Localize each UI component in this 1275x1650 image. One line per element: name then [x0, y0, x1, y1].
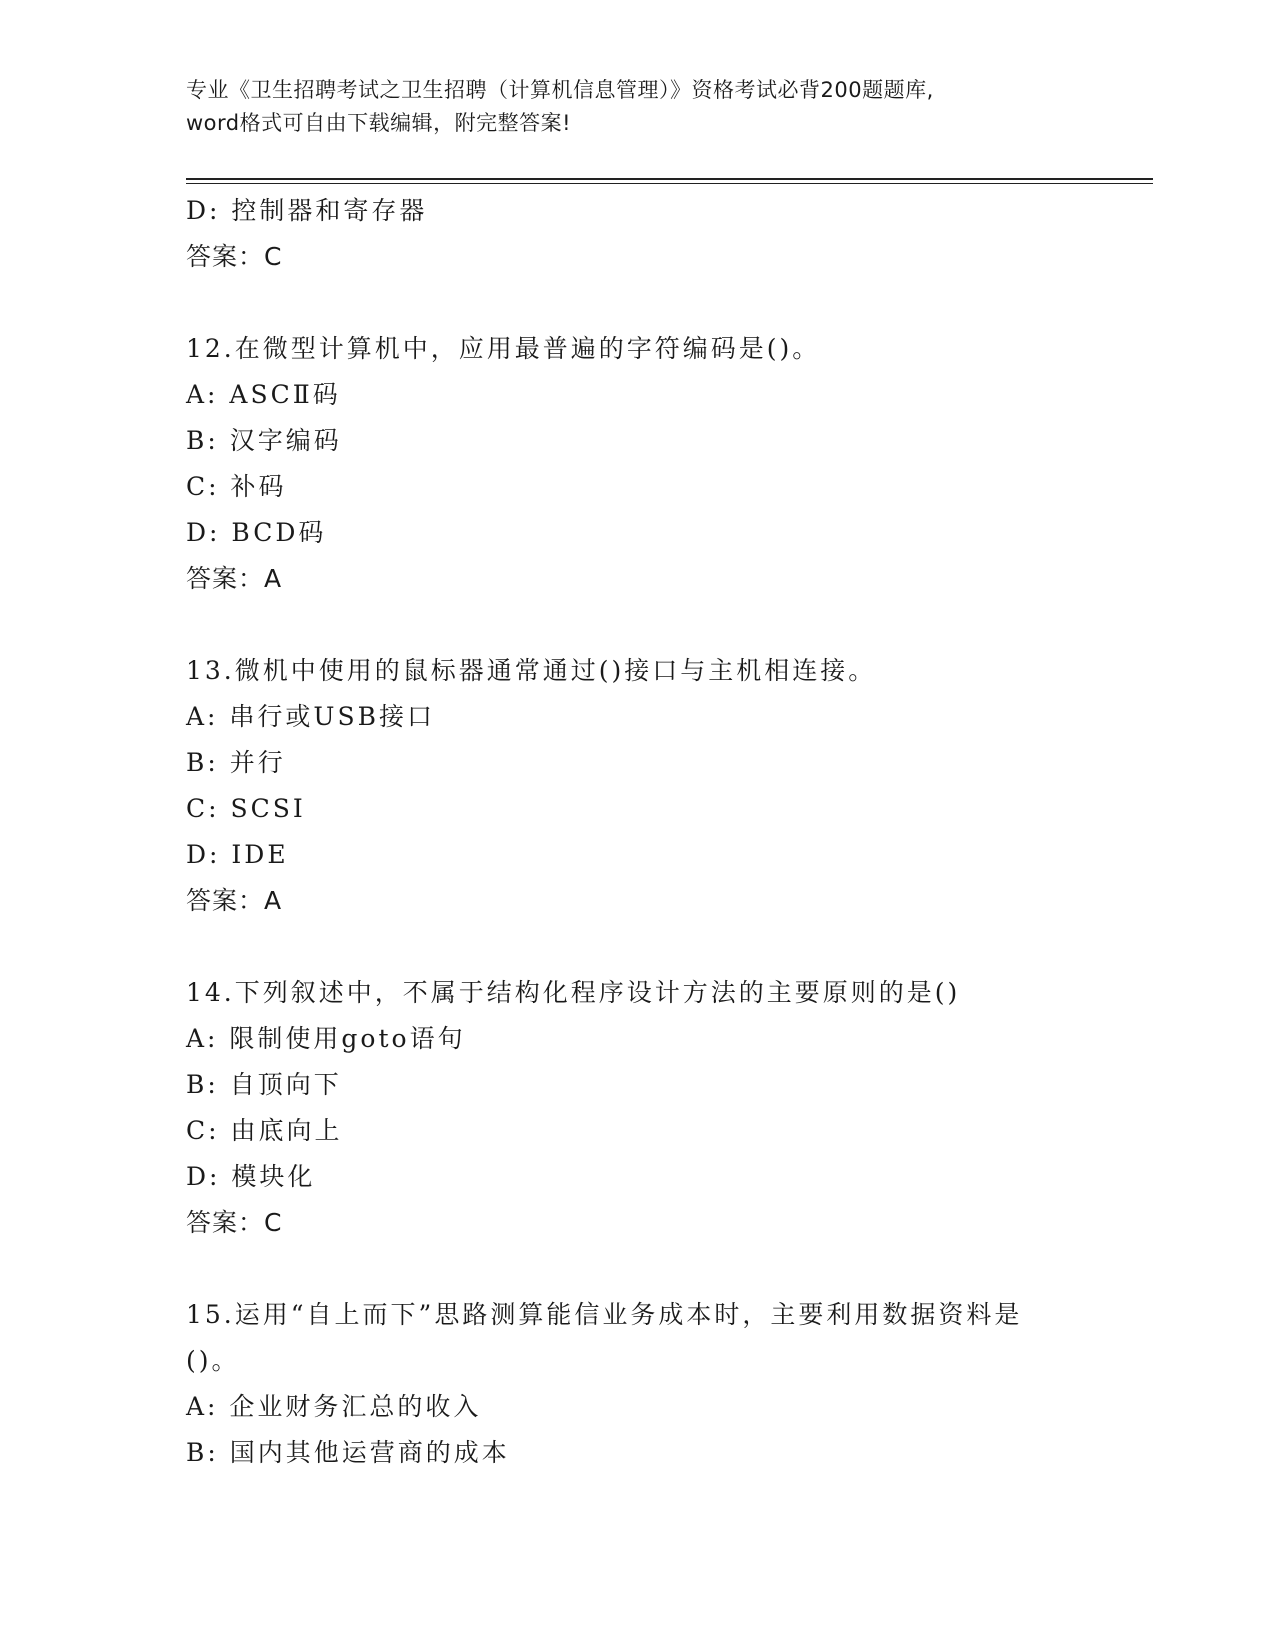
question-item — [186, 648, 1086, 970]
answer-line: 答案：A — [186, 886, 283, 915]
question-item — [186, 970, 1086, 1292]
question-item — [186, 1292, 1086, 1476]
spacer — [186, 924, 1086, 970]
option-c: C: 由底向上 — [186, 1116, 343, 1145]
question-stem: 12.在微型计算机中，应用最普遍的字符编码是()。 — [186, 334, 821, 363]
option-a: A: 串行或USB接口 — [186, 702, 435, 731]
question-stem: 13.微机中使用的鼠标器通常通过()接口与主机相连接。 — [186, 656, 877, 685]
option-d: D: 模块化 — [186, 1162, 316, 1191]
document-body — [186, 188, 1086, 1476]
question-item — [186, 326, 1086, 648]
answer-line: 答案：C — [186, 1208, 283, 1237]
option-a: A: 企业财务汇总的收入 — [186, 1392, 482, 1421]
option-b: B: 自顶向下 — [186, 1070, 342, 1099]
option-a: A: ASCⅡ码 — [186, 380, 341, 409]
question-stem: 15.运用“自上而下”思路测算能信业务成本时，主要利用数据资料是 — [186, 1300, 1023, 1329]
option-b: B: 国内其他运营商的成本 — [186, 1438, 510, 1467]
spacer — [186, 602, 1086, 648]
question-stem: ()。 — [186, 1346, 240, 1375]
header-title-line-2: word格式可自由下载编辑，附完整答案! — [186, 111, 572, 135]
document-header — [186, 74, 1086, 140]
option-b: B: 汉字编码 — [186, 426, 342, 455]
question-stem: 14.下列叙述中，不属于结构化程序设计方法的主要原则的是() — [186, 978, 961, 1007]
option-d: D: BCD码 — [186, 518, 327, 547]
answer-line: 答案：A — [186, 564, 283, 593]
option-a: A: 限制使用goto语句 — [186, 1024, 466, 1053]
option-d: D: 控制器和寄存器 — [186, 196, 428, 225]
answer-line: 答案：C — [186, 242, 283, 271]
option-b: B: 并行 — [186, 748, 286, 777]
header-divider-thin — [186, 183, 1153, 184]
header-title-line-1: 专业《卫生招聘考试之卫生招聘（计算机信息管理）》资格考试必背200题题库, — [186, 78, 934, 102]
spacer — [186, 1246, 1086, 1292]
question-list — [186, 326, 1086, 1476]
option-c: C: 补码 — [186, 472, 287, 501]
option-c: C: SCSI — [186, 794, 306, 823]
option-d: D: IDE — [186, 840, 289, 869]
spacer — [186, 280, 1086, 326]
header-divider-thick — [186, 178, 1153, 180]
